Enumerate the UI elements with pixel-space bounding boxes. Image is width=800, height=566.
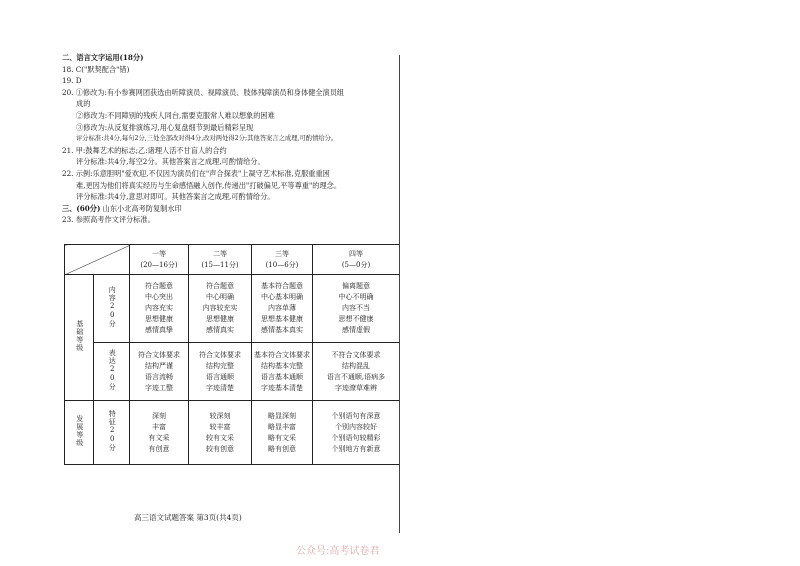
feature-grade-1: 深刻 丰富 有文采 有创意 [130, 401, 189, 465]
table-corner-cell [65, 245, 130, 275]
content-label: 内容20分 [94, 275, 130, 343]
answer-q20-line1: 20. ①修改为:有小参赛网团获选由听障演员、视障演员、肢体残障演员和身体健全演员组 [62, 87, 345, 97]
expression-grade-1: 符合文体要求 结构严谨 语言流畅 字迹工整 [130, 343, 189, 401]
feature-label: 特征20分 [94, 401, 130, 465]
section2-title: 二、语言文字运用(18分) [62, 53, 144, 62]
answer-q20-line3: ②修改为:不同障别的残疾人同台,需要克服常人难以想象的困难 [76, 110, 275, 120]
column-divider [399, 55, 400, 533]
answer-q22-line1: 22. 示例:乐意胆明"爱欢迎,不仅因为演员们在"声合探表"上凝守艺术标准,克服重重困 [62, 168, 330, 178]
header-grade-4: 四等 (5—0分) [313, 245, 400, 275]
section3-title: 三、(60分) [62, 203, 101, 213]
answer-q20-line4: ③修改为:从反复排演练习,用心复盘细节到最后精彩呈现 [76, 122, 254, 132]
answer-q18: 18. C("默契配合"错) [62, 64, 130, 74]
expression-label: 表达20分 [94, 343, 130, 401]
section3-note: 山东小北高考防复制水印 [102, 203, 182, 213]
feature-grade-2: 较深刻 较丰富 较有文采 较有创意 [189, 401, 252, 465]
expression-grade-3: 基本符合文体要求 结构基本完整 语言基本通顺 字迹基本清楚 [252, 343, 313, 401]
feature-grade-3: 略显深刻 略显丰富 略有文采 略有创意 [252, 401, 313, 465]
answer-q19: 19. D [62, 76, 82, 86]
essay-grading-table [64, 244, 400, 465]
content-grade-1: 符合题意 中心突出 内容充实 思想健康 感情真挚 [130, 275, 189, 343]
answer-q20-line2: 成的 [76, 99, 91, 109]
answer-q22-score: 评分标准:共4分,意思对即可。其他答案言之成理,可酌情给分。 [76, 192, 275, 202]
content-grade-2: 符合题意 中心明确 内容较充实 思想健康 感情真实 [189, 275, 252, 343]
answer-q22-line2: 难,更因为他们将真实经历与生命感悟融入创作,传递出"打破偏见,平等尊重"的理念。 [76, 180, 342, 190]
development-level-label: 发展等级 [65, 401, 94, 465]
feature-grade-4: 个别语句有深意 个别内容较好 个别语句较精彩 个别地方有新意 [313, 401, 400, 465]
answer-q21: 21. 甲:鼓舞艺术的标志;乙:诸理人活不甘盲人的合约 [62, 145, 227, 155]
basic-level-label: 基础等级 [65, 275, 94, 401]
header-grade-3: 三等 (10—6分) [252, 245, 313, 275]
answer-q20-score: 评分标准:共4分,每句2分,三处全部改对得4分,改对两处得2分;其他答案言之成理,可酌情给分。 [76, 135, 338, 143]
header-grade-2: 二等 (15—11分) [189, 245, 252, 275]
content-grade-3: 基本符合题意 中心基本明确 内容单薄 思想基本健康 感情基本真实 [252, 275, 313, 343]
content-grade-4: 偏离题意 中心不明确 内容不当 思想不健康 感情虚假 [313, 275, 400, 343]
expression-grade-4: 不符合文体要求 结构混乱 语言不通顺,语病多 字迹潦草难辨 [313, 343, 400, 401]
watermark-text: 公众号:高考试卷君 [296, 546, 380, 557]
header-grade-1: 一等 (20—16分) [130, 245, 189, 275]
page-footer: 高三语文试题答案 第3页(共4页) [134, 513, 242, 522]
answer-text-column [62, 52, 392, 226]
answer-q21-score: 评分标准:共4分,每空2分。其他答案言之成理,可酌情给分。 [76, 157, 265, 167]
expression-grade-2: 符合文体要求 结构完整 语言通顺 字迹清楚 [189, 343, 252, 401]
answer-q23: 23. 参照高考作文评分标准。 [62, 215, 155, 225]
